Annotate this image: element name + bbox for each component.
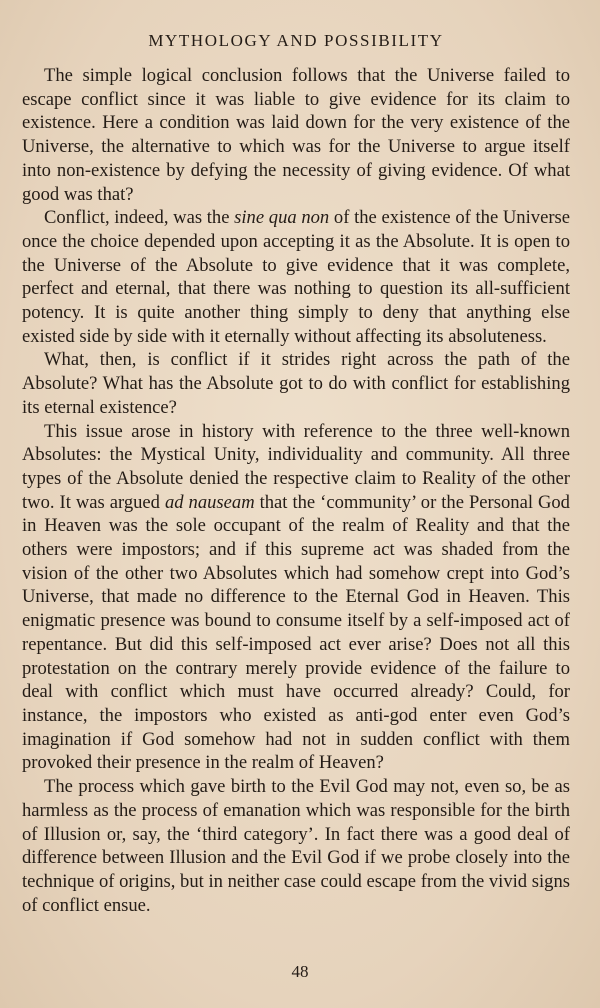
paragraph-1: The simple logical conclusion follows that the Universe failed to escape conflict since it was liable to give evidence for its claim to existence. Here a condition was laid down for the very existence of the Universe, the alternative to which was for the Universe to argue itself into non-existence by defying the necessity of giving evidence. Of what good was that? bbox=[22, 65, 570, 205]
paragraph-2-lead: Conflict, indeed, was the bbox=[44, 207, 235, 229]
italic-phrase-ad-nauseam: ad nauseam bbox=[164, 491, 255, 513]
paragraph-4-rest: that the ‘community’ or the Personal God in Heaven was the sole occupant of the realm of Reality and that the others were impostors; and if this supreme act was shaded from the vision of the other two Absolutes which had somehow crept into God’s Universe, that made no difference to the Eternal God in Heaven. This enigmatic presence was bound to consume itself by a self-imposed act of repentance. But did this self-imposed act ever arise? Does not all this protestation on the contrary merely provide evidence of the failure to deal with conflict which must have occurred already? Could, for instance, the impostors who existed as anti-god enter even God’s imagination if God somehow had not in sudden conflict with them provoked their presence in the realm of Heaven? bbox=[22, 491, 570, 774]
paragraph-4-lead: This issue arose in history with reference to the three well-known Absolutes: the Mystical Unity, individuality and community. All three types of the Absolute denied the respective claim to Reality of the other two. It was argued bbox=[22, 420, 570, 513]
paragraph-4 bbox=[22, 420, 570, 776]
book-page bbox=[22, 30, 570, 917]
paragraph-3: What, then, is conflict if it strides right across the path of the Absolute? What has the Absolute got to do with conflict for establishing its eternal existence? bbox=[22, 349, 570, 418]
italic-phrase-sine-qua-non: sine qua non bbox=[234, 207, 330, 229]
paragraph-5: The process which gave birth to the Evil God may not, even so, be as harmless as the process of emanation which was responsible for the birth of Illusion or, say, the ‘third category’. In fact there was a good deal of difference between Illusion and the Evil God if we probe closely into the technique of origins, but in neither case could escape from the vivid signs of conflict ensue. bbox=[22, 776, 570, 916]
paragraph-2-rest: of the existence of the Universe once the choice depended upon accepting it as the Absolute. It is open to the Universe of the Absolute to give evidence that it was complete, perfect and eternal, that there was nothing to question its all-sufficient potency. It is quite another thing simply to deny that anything else existed side by side with it eternally without affecting its absoluteness. bbox=[22, 207, 570, 347]
running-title: MYTHOLOGY AND POSSIBILITY bbox=[148, 31, 444, 50]
paragraph-2 bbox=[22, 206, 570, 348]
page-number: 48 bbox=[291, 962, 309, 981]
